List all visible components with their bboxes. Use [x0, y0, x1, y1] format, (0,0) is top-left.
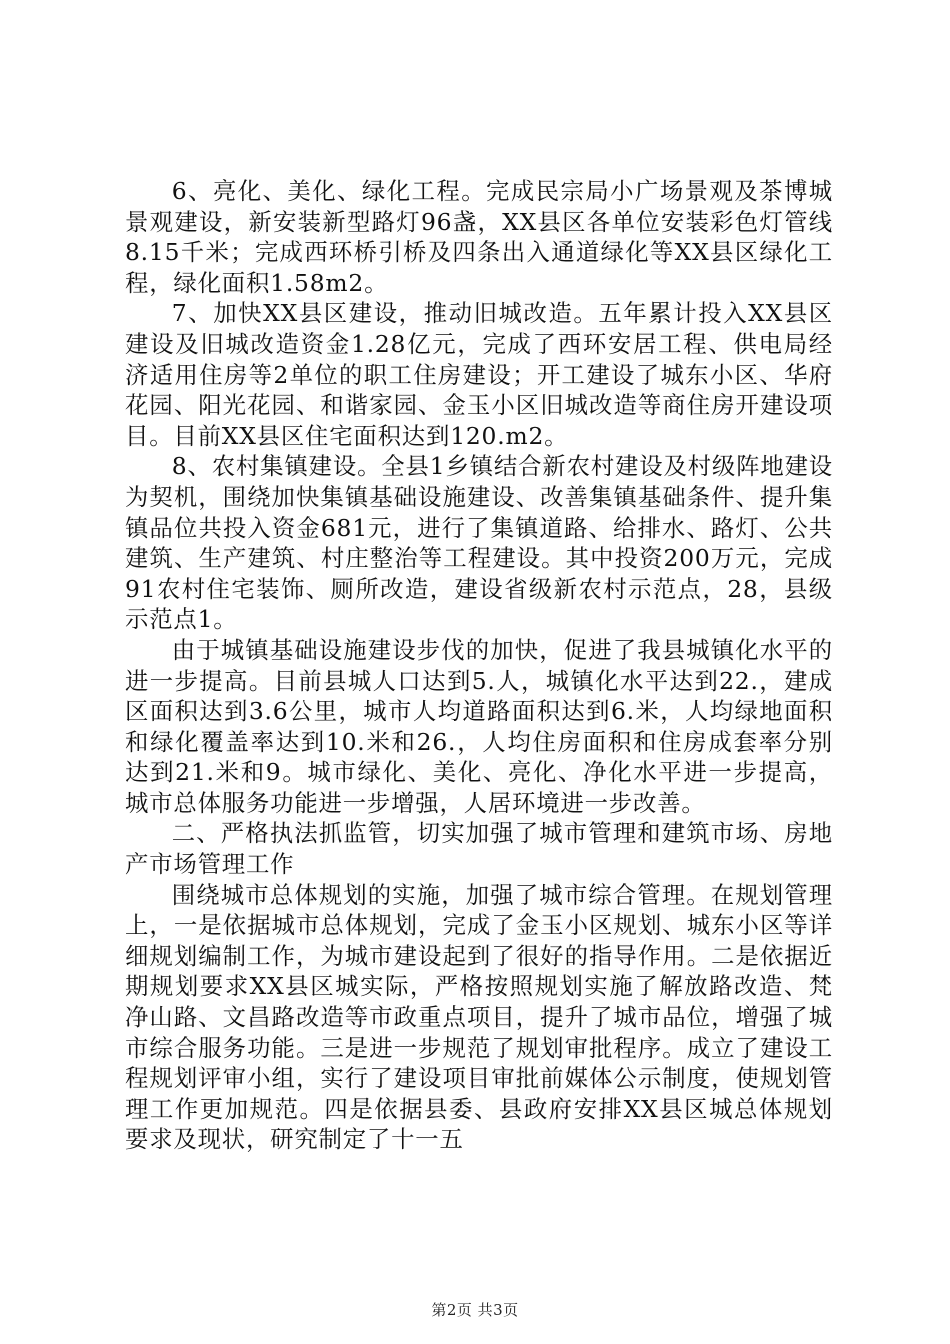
document-body	[125, 176, 833, 1155]
section-heading-management: 二、严格执法抓监管，切实加强了城市管理和建筑市场、房地产市场管理工作	[125, 819, 833, 879]
page-footer	[0, 1300, 950, 1320]
page-number: 第2页 共3页	[431, 1301, 519, 1319]
paragraph-rural-town-construction: 8、农村集镇建设。全县1乡镇结合新农村建设及村级阵地建设为契机，围绕加快集镇基础设施建设、改善集镇基础条件、提升集镇品位共投入资金681元，进行了集镇道路、给排水、路灯、公共建筑、生产建筑、村庄整治等工程建设。其中投资200万元，完成91农村住宅装饰、厕所改造，建设省级新农村示范点，28，县级示范点1。	[125, 452, 833, 634]
paragraph-planning-management: 围绕城市总体规划的实施，加强了城市综合管理。在规划管理上，一是依据城市总体规划，完成了金玉小区规划、城东小区等详细规划编制工作，为城市建设起到了很好的指导作用。二是依据近期规划要求XX县区城实际，严格按照规划实施了解放路改造、梵净山路、文昌路改造等市政重点项目，提升了城市品位，增强了城市综合服务功能。三是进一步规范了规划审批程序。成立了建设工程规划评审小组，实行了建设项目审批前媒体公示制度，使规划管理工作更加规范。四是依据县委、县政府安排XX县区城总体规划要求及现状，研究制定了十一五	[125, 880, 833, 1154]
paragraph-old-town-renovation: 7、加快XX县区建设，推动旧城改造。五年累计投入XX县区建设及旧城改造资金1.28亿元，完成了西环安居工程、供电局经济适用住房等2单位的职工住房建设；开工建设了城东小区、华府花园、阳光花园、和谐家园、金玉小区旧城改造等商住房开建设项目。目前XX县区住宅面积达到120.m2。	[125, 299, 833, 450]
paragraph-urbanization-summary: 由于城镇基础设施建设步伐的加快，促进了我县城镇化水平的进一步提高。目前县城人口达到5.人，城镇化水平达到22.，建成区面积达到3.6公里，城市人均道路面积达到6.米，人均绿地面积和绿化覆盖率达到10.米和26.，人均住房面积和住房成套率分别达到21.米和9。城市绿化、美化、亮化、净化水平进一步提高，城市总体服务功能进一步增强，人居环境进一步改善。	[125, 635, 833, 817]
paragraph-lighting-greening: 6、亮化、美化、绿化工程。完成民宗局小广场景观及茶博城景观建设，新安装新型路灯96盏，XX县区各单位安装彩色灯管线8.15千米；完成西环桥引桥及四条出入通道绿化等XX县区绿化工程，绿化面积1.58m2。	[125, 177, 833, 297]
